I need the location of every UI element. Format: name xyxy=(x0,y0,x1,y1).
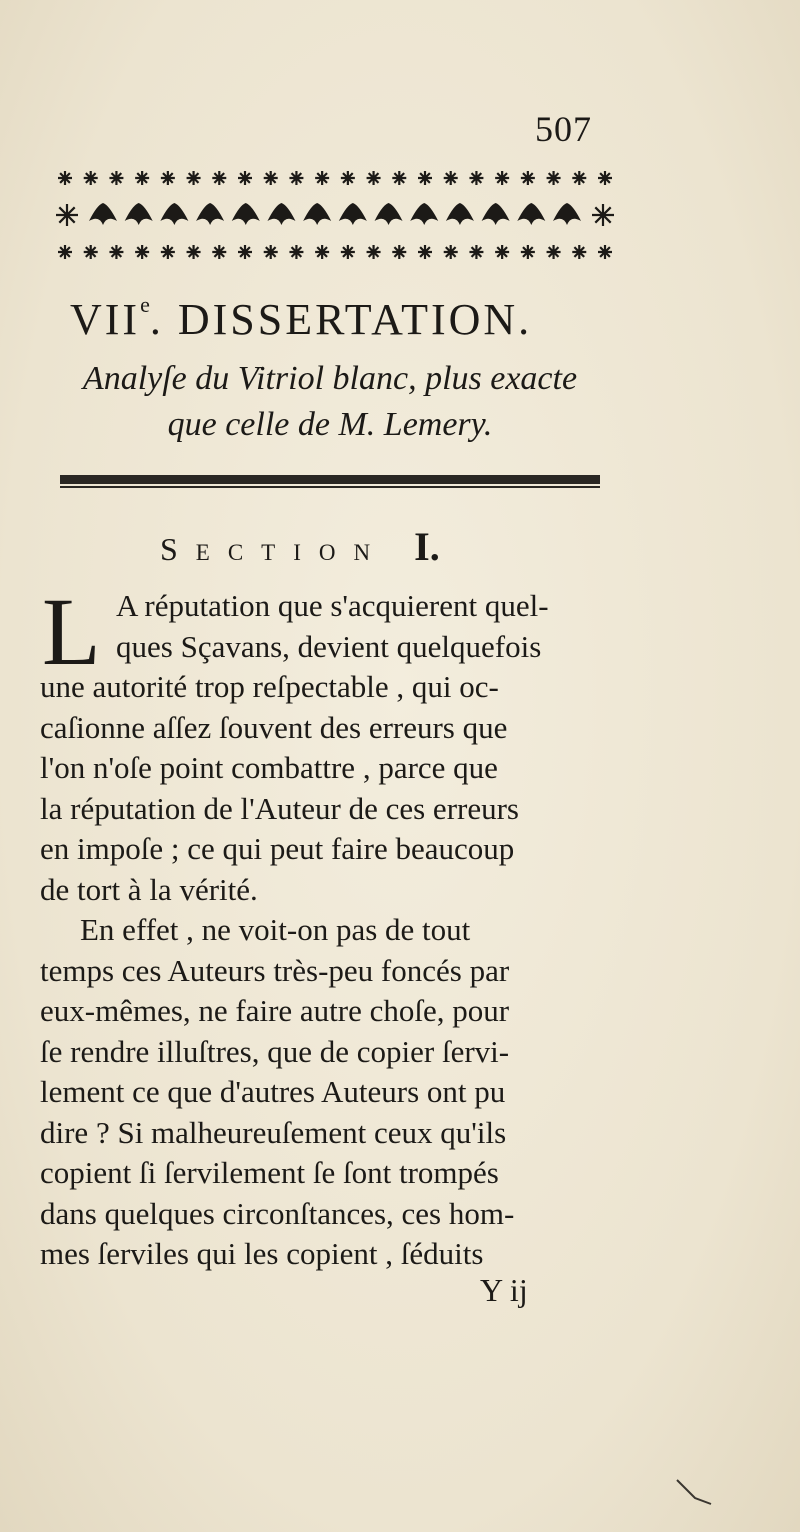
printers-ornament-headpiece xyxy=(55,160,615,270)
ornament-leaf-icon xyxy=(339,203,367,225)
ornament-flower-icon xyxy=(367,245,381,259)
ornament-leaf-icon xyxy=(553,203,581,225)
ornament-flower-icon xyxy=(418,171,432,185)
drop-cap: L xyxy=(42,578,101,685)
ornament-flower-icon xyxy=(547,171,561,185)
ornament-flower-icon xyxy=(84,171,98,185)
text-line: mes ſerviles qui les copient , ſéduits xyxy=(40,1236,484,1271)
ornament-flower-icon xyxy=(392,245,406,259)
ornament-leaf-icon xyxy=(482,203,510,225)
text-line: de tort à la vérité. xyxy=(40,871,258,907)
ornament-flower-icon xyxy=(238,245,252,259)
text-line: En effet , ne voit-on pas de tout xyxy=(80,912,471,947)
ornament-leaf-icon xyxy=(89,203,117,225)
subtitle-line: Analyſe du Vitriol blanc, plus exacte xyxy=(82,360,578,397)
ornament-leaf-icon xyxy=(232,203,260,225)
ornament-flower-icon xyxy=(495,171,509,185)
ornament-flower-icon xyxy=(315,171,329,185)
ornament-leaf-icon xyxy=(446,203,474,225)
ornament-flower-icon xyxy=(187,171,201,185)
ornament-end-cross-icon xyxy=(56,204,78,226)
ornament-flower-icon xyxy=(289,171,303,185)
ornament-leaf-icon xyxy=(517,203,545,225)
ornament-flower-icon xyxy=(444,245,458,259)
title-suffix: e xyxy=(140,292,150,317)
text-line: copient ſi ſervilement ſe ſont trompés xyxy=(40,1155,499,1190)
ornament-flower-icon xyxy=(58,171,72,185)
ornament-flower-icon xyxy=(418,245,432,259)
ornament-flower-icon xyxy=(264,245,278,259)
ornament-flower-icon xyxy=(392,171,406,185)
text-line: l'on n'oſe point combattre , parce que xyxy=(40,750,498,785)
ornament-leaf-icon xyxy=(160,203,188,225)
ornament-flower-icon xyxy=(444,171,458,185)
catchword: Y ij xyxy=(480,1272,528,1308)
text-line: ques Sçavans, devient quelquefois xyxy=(116,628,542,664)
ornament-flower-icon xyxy=(161,171,175,185)
text-line: une autorité trop reſpectable , qui oc- xyxy=(40,669,499,704)
ornament-flower-icon xyxy=(495,245,509,259)
ornament-flower-icon xyxy=(135,245,149,259)
section-number: I. xyxy=(414,524,440,569)
ornament-flower-icon xyxy=(58,245,72,259)
ornament-leaf-icon xyxy=(410,203,438,225)
ornament-flower-icon xyxy=(572,171,586,185)
ornament-flower-icon xyxy=(109,245,123,259)
ornament-flower-icon xyxy=(598,171,612,185)
text-line: temps ces Auteurs très-peu foncés par xyxy=(40,952,510,988)
ornament-end-cross-icon xyxy=(592,204,614,226)
text-line: en impoſe ; ce qui peut faire beaucoup xyxy=(40,831,515,866)
ornament-flower-icon xyxy=(135,171,149,185)
ornament-leaf-icon xyxy=(375,203,403,225)
ornament-leaf-icon xyxy=(125,203,153,225)
text-line: ſe rendre illuſtres, que de copier ſervi- xyxy=(40,1033,510,1069)
title-word: . DISSERTATION. xyxy=(149,295,533,344)
ornament-flower-icon xyxy=(315,245,329,259)
subtitle-line: que celle de M. Lemery. xyxy=(167,406,493,443)
ornament-flower-icon xyxy=(341,245,355,259)
ornament-flower-icon xyxy=(598,245,612,259)
ornament-flower-icon xyxy=(212,171,226,185)
ornament-flower-icon xyxy=(161,245,175,259)
ornament-flower-icon xyxy=(521,171,535,185)
body-text xyxy=(40,578,615,1275)
dissertation-subtitle xyxy=(0,356,660,448)
ornament-leaf-icon xyxy=(196,203,224,225)
text-line: lement ce que d'autres Auteurs ont pu xyxy=(40,1074,506,1109)
text-line: la réputation de l'Auteur de ces erreurs xyxy=(40,790,519,826)
ornament-flower-icon xyxy=(572,245,586,259)
ornament-flower-icon xyxy=(84,245,98,259)
ornament-flower-icon xyxy=(341,171,355,185)
ornament-flower-icon xyxy=(521,245,535,259)
text-line: dire ? Si malheureuſement ceux qu'ils xyxy=(40,1114,507,1150)
ornament-flower-icon xyxy=(469,171,483,185)
ornament-flower-icon xyxy=(187,245,201,259)
ornament-flower-icon xyxy=(238,171,252,185)
text-line: A réputation que s'acquierent quel- xyxy=(116,588,549,623)
dissertation-title xyxy=(70,292,630,345)
text-line: dans quelques circonſtances, ces hom- xyxy=(40,1195,515,1231)
page-number: 507 xyxy=(535,109,592,149)
ornament-flower-icon xyxy=(367,171,381,185)
section-first-letter: S xyxy=(160,531,196,567)
text-line: caſionne aſſez ſouvent des erreurs que xyxy=(40,709,508,745)
ornament-flower-icon xyxy=(289,245,303,259)
ornament-flower-icon xyxy=(469,245,483,259)
ornament-leaf-icon xyxy=(303,203,331,225)
ornamental-rule xyxy=(60,475,600,489)
ornament-flower-icon xyxy=(264,171,278,185)
section-heading xyxy=(160,523,440,570)
ornament-flower-icon xyxy=(547,245,561,259)
text-line: eux-mêmes, ne faire autre choſe, pour xyxy=(40,993,510,1028)
ornament-leaf-icon xyxy=(267,203,295,225)
pencil-mark xyxy=(675,1478,715,1508)
title-roman: VII xyxy=(70,295,141,344)
section-rest: ECTION xyxy=(195,540,389,565)
ornament-flower-icon xyxy=(109,171,123,185)
ornament-flower-icon xyxy=(212,245,226,259)
